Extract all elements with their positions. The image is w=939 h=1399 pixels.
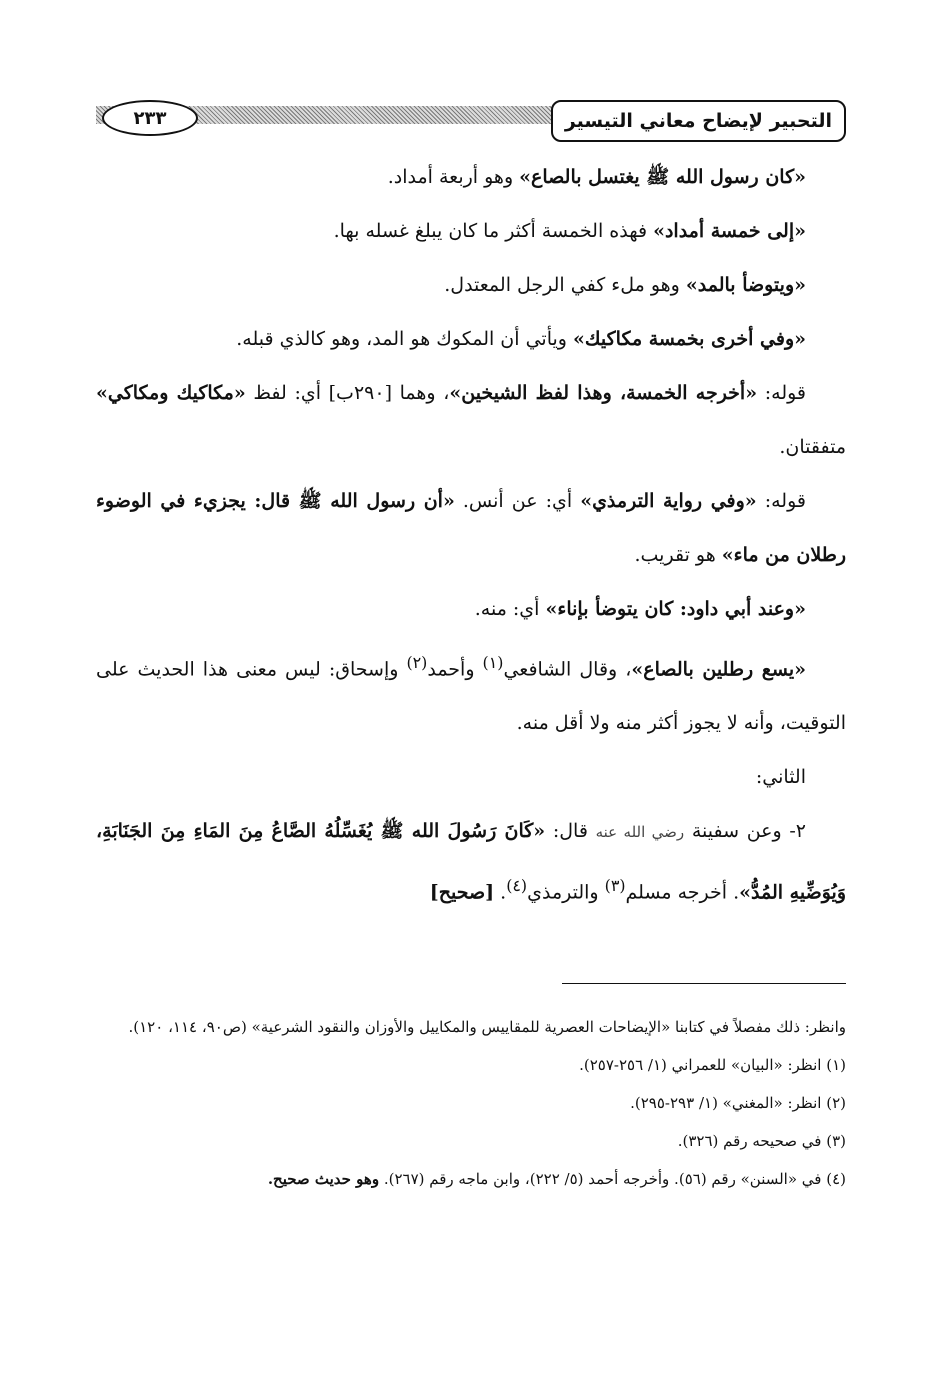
- footnote-2: (٢) انظر: «المغني» (١/ ٢٩٣-٢٩٥).: [630, 1094, 846, 1112]
- quoted-hadith: «إلى خمسة أمداد»: [653, 220, 806, 242]
- paragraph-4: [96, 312, 846, 366]
- commentary: قوله:: [756, 490, 806, 512]
- footnote-separator: [562, 983, 846, 984]
- section-label: الثاني:: [755, 766, 806, 789]
- commentary: وهو أربعة أمداد.: [387, 166, 520, 188]
- footnotes: [96, 1008, 846, 1198]
- paragraph-6: [96, 474, 846, 582]
- grading-label: [صحيح]: [429, 881, 495, 904]
- quoted-hadith: «وفي رواية الترمذي»: [580, 490, 757, 512]
- quoted-hadith: «وفي أخرى بخمسة مكاكيك»: [573, 328, 806, 350]
- commentary: قوله:: [757, 382, 807, 404]
- paragraph-2: [96, 204, 846, 258]
- footnote-grading: وهو حديث صحيح.: [267, 1170, 380, 1188]
- quoted-hadith: «يسع رطلين بالصاع»: [631, 658, 806, 681]
- page-number: ٢٣٣: [133, 107, 167, 129]
- footnote-1: (١) انظر: «البيان» للعمراني (١/ ٢٥٦-٢٥٧).: [579, 1056, 846, 1074]
- footnote-ref: (٢): [406, 653, 428, 672]
- quoted-hadith: «أن رسول الله ﷺ قال: يجزيء في الوضوء رطلان من ماء»: [96, 490, 846, 566]
- quoted-hadith: «كَانَ رَسُولَ الله ﷺ يُغَسِّلُهُ الصَّاعُ مِنَ المَاءِ مِنَ الجَنَابَةِ، وَيُوَضِّيهِ المُدُّ»: [96, 820, 846, 904]
- commentary: .: [494, 881, 507, 904]
- quoted-hadith: «مكاكيك ومكاكي»: [96, 382, 246, 404]
- paragraph-10: [96, 804, 846, 919]
- footnote-ref: (٤): [506, 876, 528, 896]
- page-number-oval: [102, 100, 198, 136]
- quoted-hadith: «أخرجه الخمسة، وهذا لفظ الشيخين»: [449, 382, 758, 404]
- commentary: قال:: [545, 820, 596, 843]
- commentary: . أخرجه مسلم: [625, 881, 740, 904]
- commentary: أي: عن أنس.: [454, 490, 581, 512]
- footnote-ref: (٣): [604, 876, 626, 896]
- footnote-4: [96, 1160, 846, 1198]
- commentary: ويأتي أن المكوك هو المد، وهو كالذي قبله.: [236, 328, 573, 350]
- commentary: أي: منه.: [474, 598, 546, 620]
- honorific-glyph: رضي الله عنه: [595, 823, 685, 842]
- paragraph-3: [96, 258, 846, 312]
- book-title: التحبير لإيضاح معاني التيسير: [564, 110, 832, 132]
- quoted-hadith: «ويتوضأ بالمد»: [685, 274, 806, 296]
- main-text: [96, 150, 846, 920]
- commentary: والترمذي: [527, 881, 605, 904]
- footnote-ref: (١): [482, 653, 504, 672]
- commentary: ، وقال الشافعي: [503, 658, 632, 681]
- commentary: ، وهما [٢٩٠ب] أي: لفظ: [245, 382, 450, 404]
- paragraph-8: [96, 636, 846, 750]
- quoted-hadith: «وعند أبي داود: كان يتوضأ بإناء»: [545, 598, 806, 620]
- footnote-3: (٣) في صحيحه رقم (٣٢٦).: [677, 1132, 846, 1150]
- footnote-0: وانظر: ذلك مفصلاً في كتابنا «الإيضاحات العصرية للمقاييس والمكاييل والأوزان والنقود الشرعية» (ص٩٠، ١١٤، ١٢٠).: [128, 1018, 846, 1036]
- commentary: فهذه الخمسة أكثر ما كان يبلغ غسله بها.: [333, 220, 654, 242]
- commentary: وهو ملء كفي الرجل المعتدل.: [444, 274, 686, 296]
- commentary: هو تقريب.: [634, 544, 722, 566]
- book-title-frame: [551, 100, 846, 142]
- commentary: وإسحاق: ليس معنى هذا الحديث على التوقيت، وأنه لا يجوز أكثر منه ولا أقل منه.: [96, 658, 846, 735]
- paragraph-1: [96, 150, 846, 204]
- footnote-text: (٤) في «السنن» رقم (٥٦). وأخرجه أحمد (٥/ ٢٢٢)، وابن ماجه رقم (٢٦٧).: [379, 1170, 846, 1188]
- paragraph-5: [96, 366, 846, 474]
- commentary: وأحمد: [427, 658, 483, 681]
- quoted-hadith: «كان رسول الله ﷺ يغتسل بالصاع»: [519, 166, 806, 188]
- section-heading: [96, 750, 846, 804]
- hadith-number: ٢- وعن سفينة: [684, 820, 806, 843]
- page-header: [96, 100, 846, 144]
- commentary: متفقتان.: [779, 436, 846, 458]
- paragraph-7: [96, 582, 846, 636]
